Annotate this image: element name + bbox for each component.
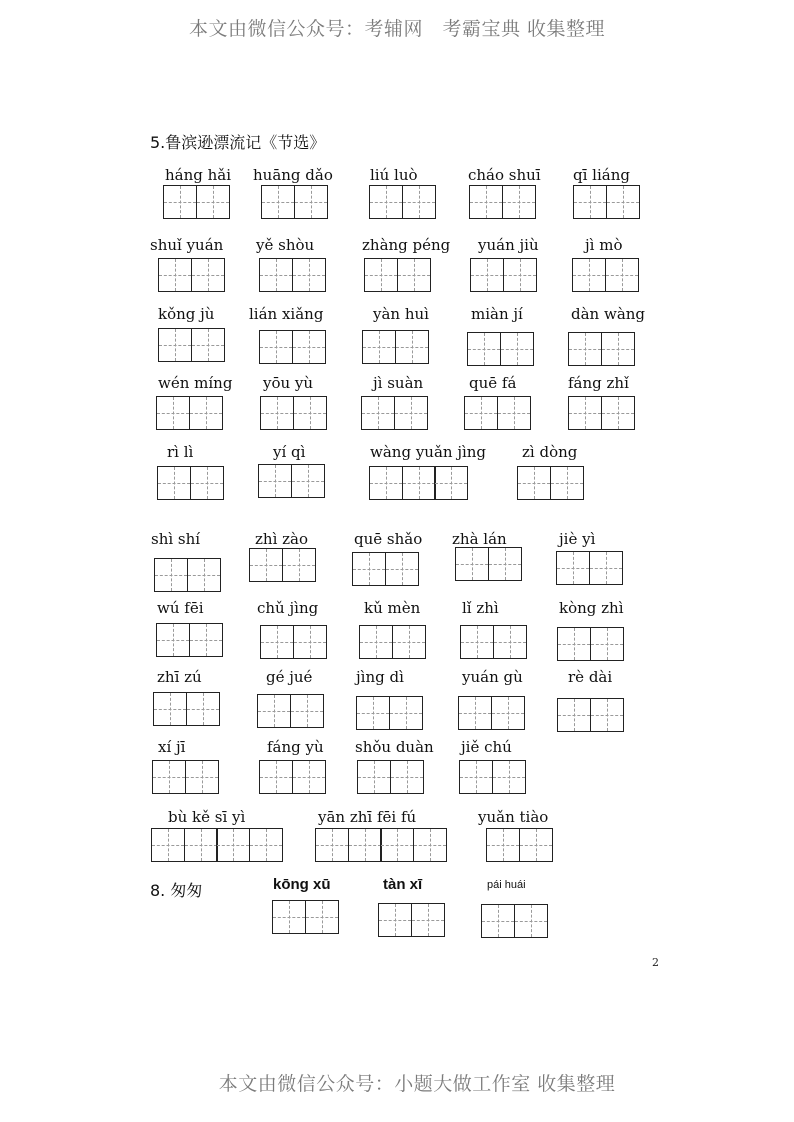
writing-grid[interactable] [158, 328, 225, 362]
writing-grid[interactable] [260, 625, 327, 659]
tianzige-cell[interactable] [184, 828, 218, 862]
pinyin-label: qī liáng [573, 166, 630, 184]
tianzige-cell[interactable] [185, 760, 219, 794]
tianzige-cell[interactable] [413, 828, 447, 862]
tianzige-cell[interactable] [290, 694, 324, 728]
tianzige-cell[interactable] [292, 258, 326, 292]
writing-grid[interactable] [378, 903, 445, 937]
tianzige-cell[interactable] [292, 760, 326, 794]
tianzige-cell[interactable] [458, 696, 492, 730]
tianzige-cell[interactable] [572, 258, 606, 292]
page-header-watermark: 本文由微信公众号：考辅网 考霸宝典 收集整理 [188, 18, 606, 40]
tianzige-cell[interactable] [361, 396, 395, 430]
pinyin-label: wàng yuǎn jìng [370, 443, 487, 461]
pinyin-label: yě shòu [256, 236, 315, 254]
tianzige-cell[interactable] [605, 258, 639, 292]
tianzige-cell[interactable] [557, 627, 591, 661]
pinyin-label: quē shǎo [354, 530, 423, 548]
writing-grid[interactable] [272, 900, 339, 934]
writing-grid[interactable] [156, 623, 223, 657]
writing-grid[interactable] [157, 466, 224, 500]
writing-grid[interactable] [556, 551, 623, 585]
tianzige-cell[interactable] [293, 396, 327, 430]
pinyin-label: dàn wàng [571, 305, 646, 323]
writing-grid[interactable] [261, 185, 328, 219]
tianzige-cell[interactable] [492, 760, 526, 794]
tianzige-cell[interactable] [514, 904, 548, 938]
tianzige-cell[interactable] [601, 396, 635, 430]
tianzige-cell[interactable] [488, 547, 522, 581]
tianzige-cell[interactable] [390, 760, 424, 794]
tianzige-cell[interactable] [152, 760, 186, 794]
writing-grid[interactable] [568, 396, 635, 430]
pinyin-label: shuǐ yuán [150, 236, 224, 254]
pinyin-label: cháo shuī [468, 166, 541, 184]
tianzige-cell[interactable] [392, 625, 426, 659]
pinyin-label: xí jī [158, 738, 186, 756]
tianzige-cell[interactable] [357, 760, 391, 794]
pinyin-label: huāng dǎo [253, 166, 333, 184]
pinyin-label: zhà lán [452, 530, 507, 548]
pinyin-label: quē fá [469, 374, 517, 392]
writing-grid[interactable] [153, 692, 220, 726]
writing-grid[interactable] [359, 625, 426, 659]
writing-grid[interactable] [362, 330, 429, 364]
writing-grid[interactable] [364, 258, 431, 292]
section-title-5: 5.鲁滨逊漂流记《节选》 [150, 133, 326, 152]
writing-grid[interactable] [458, 696, 525, 730]
tianzige-cell[interactable] [158, 328, 192, 362]
tianzige-cell[interactable] [380, 828, 414, 862]
tianzige-cell[interactable] [364, 258, 398, 292]
pinyin-label: miàn jí [471, 305, 523, 323]
tianzige-cell[interactable] [378, 903, 412, 937]
pinyin-label: chǔ jìng [257, 599, 319, 617]
pinyin-label: zì dòng [522, 443, 578, 461]
tianzige-cell[interactable] [568, 332, 602, 366]
writing-grid[interactable] [369, 185, 436, 219]
writing-grid[interactable] [470, 258, 537, 292]
tianzige-cell[interactable] [151, 828, 185, 862]
tianzige-cell[interactable] [557, 698, 591, 732]
tianzige-cell[interactable] [394, 396, 428, 430]
writing-grid[interactable] [259, 330, 326, 364]
tianzige-cell[interactable] [359, 625, 393, 659]
tianzige-cell[interactable] [503, 258, 537, 292]
tianzige-cell[interactable] [497, 396, 531, 430]
tianzige-cell[interactable] [502, 185, 536, 219]
tianzige-cell[interactable] [491, 696, 525, 730]
writing-grid[interactable] [369, 466, 468, 500]
tianzige-cell[interactable] [291, 464, 325, 498]
pinyin-label: liú luò [370, 166, 418, 184]
pinyin-label: kōng xū [273, 876, 331, 893]
tianzige-cell[interactable] [260, 625, 294, 659]
pinyin-label: wén míng [158, 374, 233, 392]
tianzige-cell[interactable] [257, 694, 291, 728]
writing-grid[interactable] [352, 552, 419, 586]
tianzige-cell[interactable] [467, 332, 501, 366]
pinyin-label: háng hǎi [165, 166, 232, 184]
pinyin-label: kǔ mèn [364, 599, 421, 617]
tianzige-cell[interactable] [568, 396, 602, 430]
tianzige-cell[interactable] [486, 828, 520, 862]
tianzige-cell[interactable] [362, 330, 396, 364]
pinyin-label: fáng yù [267, 738, 324, 756]
pinyin-label: gé jué [266, 668, 313, 686]
writing-grid[interactable] [356, 696, 423, 730]
writing-grid[interactable] [460, 625, 527, 659]
pinyin-label: yí qì [273, 443, 306, 461]
writing-grid[interactable] [517, 466, 584, 500]
pinyin-label: zhī zú [157, 668, 202, 686]
tianzige-cell[interactable] [369, 466, 403, 500]
tianzige-cell[interactable] [216, 828, 250, 862]
page-footer-watermark: 本文由微信公众号：小题大做工作室 收集整理 [218, 1073, 616, 1095]
writing-grid[interactable] [568, 332, 635, 366]
pinyin-label: kòng zhì [559, 599, 624, 617]
tianzige-cell[interactable] [500, 332, 534, 366]
writing-grid[interactable] [163, 185, 230, 219]
pinyin-label: fáng zhǐ [568, 374, 629, 392]
writing-grid[interactable] [259, 258, 326, 292]
writing-grid[interactable] [557, 627, 624, 661]
tianzige-cell[interactable] [153, 692, 187, 726]
pinyin-label: rè dài [568, 668, 613, 686]
writing-grid[interactable] [152, 760, 219, 794]
tianzige-cell[interactable] [315, 828, 349, 862]
tianzige-cell[interactable] [459, 760, 493, 794]
tianzige-cell[interactable] [196, 185, 230, 219]
tianzige-cell[interactable] [356, 696, 390, 730]
writing-grid[interactable] [481, 904, 548, 938]
pinyin-label: rì lì [167, 443, 194, 461]
tianzige-cell[interactable] [369, 185, 403, 219]
pinyin-label: lǐ zhì [462, 599, 499, 617]
tianzige-cell[interactable] [158, 258, 192, 292]
tianzige-cell[interactable] [156, 396, 190, 430]
tianzige-cell[interactable] [469, 185, 503, 219]
pinyin-label: shǒu duàn [355, 738, 434, 756]
writing-grid[interactable] [259, 760, 326, 794]
tianzige-cell[interactable] [519, 828, 553, 862]
tianzige-cell[interactable] [352, 552, 386, 586]
writing-grid[interactable] [258, 464, 325, 498]
tianzige-cell[interactable] [590, 698, 624, 732]
writing-grid[interactable] [151, 828, 283, 862]
tianzige-cell[interactable] [261, 185, 295, 219]
tianzige-cell[interactable] [573, 185, 607, 219]
writing-grid[interactable] [260, 396, 327, 430]
tianzige-cell[interactable] [292, 330, 326, 364]
writing-grid[interactable] [459, 760, 526, 794]
tianzige-cell[interactable] [460, 625, 494, 659]
tianzige-cell[interactable] [186, 692, 220, 726]
tianzige-cell[interactable] [259, 760, 293, 794]
pinyin-label: jì suàn [373, 374, 424, 392]
section-title-8: 8. 匆匆 [150, 881, 203, 900]
tianzige-cell[interactable] [154, 558, 188, 592]
tianzige-cell[interactable] [249, 828, 283, 862]
pinyin-label: jìng dì [356, 668, 404, 686]
writing-grid[interactable] [361, 396, 428, 430]
tianzige-cell[interactable] [157, 466, 191, 500]
tianzige-cell[interactable] [590, 627, 624, 661]
writing-grid[interactable] [156, 396, 223, 430]
writing-grid[interactable] [486, 828, 553, 862]
tianzige-cell[interactable] [556, 551, 590, 585]
tianzige-cell[interactable] [395, 330, 429, 364]
tianzige-cell[interactable] [282, 548, 316, 582]
pinyin-label: yān zhī fēi fú [318, 808, 417, 826]
page-number: 2 [652, 956, 659, 969]
writing-grid[interactable] [257, 694, 324, 728]
writing-grid[interactable] [557, 698, 624, 732]
writing-grid[interactable] [154, 558, 221, 592]
tianzige-cell[interactable] [411, 903, 445, 937]
tianzige-cell[interactable] [189, 623, 223, 657]
pinyin-label: yuǎn tiào [478, 808, 549, 826]
tianzige-cell[interactable] [272, 900, 306, 934]
tianzige-cell[interactable] [258, 464, 292, 498]
pinyin-label: zhàng péng [362, 236, 451, 254]
tianzige-cell[interactable] [464, 396, 498, 430]
tianzige-cell[interactable] [601, 332, 635, 366]
pinyin-label: jiè yì [559, 530, 596, 548]
writing-grid[interactable] [455, 547, 522, 581]
tianzige-cell[interactable] [589, 551, 623, 585]
tianzige-cell[interactable] [470, 258, 504, 292]
tianzige-cell[interactable] [481, 904, 515, 938]
writing-grid[interactable] [573, 185, 640, 219]
pinyin-label: shì shí [151, 530, 201, 548]
tianzige-cell[interactable] [385, 552, 419, 586]
pinyin-label: jiě chú [461, 738, 512, 756]
writing-grid[interactable] [249, 548, 316, 582]
tianzige-cell[interactable] [163, 185, 197, 219]
pinyin-label: bù kě sī yì [168, 808, 246, 826]
writing-grid[interactable] [315, 828, 447, 862]
writing-grid[interactable] [464, 396, 531, 430]
pinyin-label: kǒng jù [158, 305, 215, 323]
pinyin-label: yōu yù [263, 374, 314, 392]
pinyin-label: jì mò [585, 236, 623, 254]
tianzige-cell[interactable] [455, 547, 489, 581]
pinyin-label: lián xiǎng [249, 305, 324, 323]
writing-grid[interactable] [469, 185, 536, 219]
tianzige-cell[interactable] [191, 328, 225, 362]
tianzige-cell[interactable] [187, 558, 221, 592]
tianzige-cell[interactable] [189, 396, 223, 430]
tianzige-cell[interactable] [190, 466, 224, 500]
tianzige-cell[interactable] [156, 623, 190, 657]
tianzige-cell[interactable] [294, 185, 328, 219]
writing-grid[interactable] [467, 332, 534, 366]
tianzige-cell[interactable] [397, 258, 431, 292]
tianzige-cell[interactable] [517, 466, 551, 500]
tianzige-cell[interactable] [305, 900, 339, 934]
tianzige-cell[interactable] [249, 548, 283, 582]
writing-grid[interactable] [357, 760, 424, 794]
tianzige-cell[interactable] [606, 185, 640, 219]
tianzige-cell[interactable] [260, 396, 294, 430]
tianzige-cell[interactable] [402, 466, 436, 500]
writing-grid[interactable] [572, 258, 639, 292]
pinyin-label: pái huái [487, 879, 526, 891]
pinyin-label: yuán gù [462, 668, 523, 686]
tianzige-cell[interactable] [259, 330, 293, 364]
tianzige-cell[interactable] [550, 466, 584, 500]
tianzige-cell[interactable] [389, 696, 423, 730]
tianzige-cell[interactable] [191, 258, 225, 292]
pinyin-label: yuán jiù [478, 236, 539, 254]
tianzige-cell[interactable] [259, 258, 293, 292]
tianzige-cell[interactable] [434, 466, 468, 500]
tianzige-cell[interactable] [493, 625, 527, 659]
pinyin-label: tàn xī [383, 876, 423, 893]
tianzige-cell[interactable] [348, 828, 382, 862]
pinyin-label: yàn huì [373, 305, 429, 323]
pinyin-label: zhì zào [255, 530, 309, 548]
tianzige-cell[interactable] [402, 185, 436, 219]
tianzige-cell[interactable] [293, 625, 327, 659]
writing-grid[interactable] [158, 258, 225, 292]
pinyin-label: wú fēi [157, 599, 204, 617]
